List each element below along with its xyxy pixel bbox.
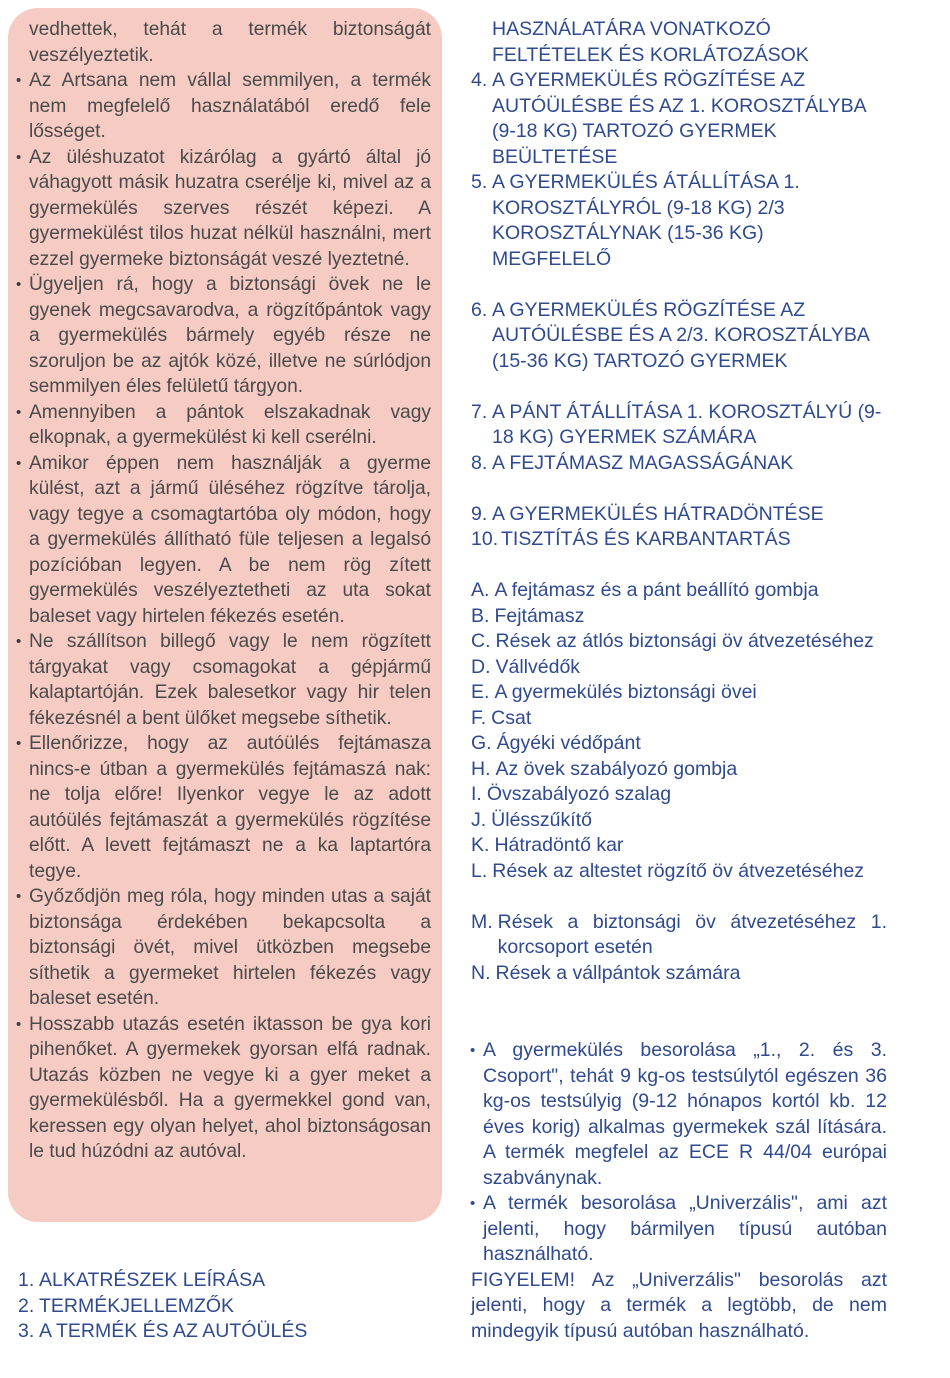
- part-label: Rések a vállpántok számára: [495, 961, 741, 984]
- safety-bullet: • Hosszabb utazás esetén iktasson be gya kori pihenőket. A gyermekek gyorsan elfá radnak. Utazás közben ne vegye ki a gyer meket a gyermekülésből. Ha a gyermekkel gond van, keressen egy olyan helyet, ahol biztonságosan le tud húzódni az autóval.: [19, 1012, 431, 1165]
- part-letter: N.: [471, 961, 491, 984]
- toc-title: ALKATRÉSZEK LEÍRÁSA: [39, 1269, 266, 1291]
- part-item: [471, 629, 887, 655]
- part-item: [471, 731, 887, 757]
- toc-item: [471, 17, 887, 68]
- note-bullet: • A termék besorolása „Univerzális", ami azt jelenti, hogy bármilyen típusú autóban használható.: [471, 1191, 887, 1268]
- safety-bullet: • Ügyeljen rá, hogy a biztonsági övek ne le gyenek megcsavarodva, a rögzítőpántok vagy a gyermekülés bármely egyéb része ne szoruljon be az ajtók közé, illetve ne súrlódjon semmilyen éles felületű tárgyon.: [19, 272, 431, 400]
- toc-item: [471, 451, 887, 477]
- toc-title: A GYERMEKÜLÉS RÖGZÍTÉSE AZ AUTÓÜLÉSBE ÉS AZ 1. KOROSZTÁLYBA (9-18 KG) TARTOZÓ GYERMEK BEÜLTETÉSE: [492, 69, 866, 168]
- part-label: A gyermekülés biztonsági övei: [494, 681, 757, 703]
- part-letter: K.: [471, 834, 490, 856]
- toc-number: 6.: [471, 298, 488, 321]
- part-label: Övszabályozó szalag: [486, 783, 672, 805]
- part-item: [471, 808, 887, 834]
- safety-bullet: • Az Artsana nem vállal semmilyen, a termék nem megfelelő használatából eredő fele lősséget.: [19, 68, 431, 145]
- part-letter: E.: [471, 681, 490, 703]
- part-letter: C.: [471, 630, 491, 652]
- safety-bullet-continuation: vedhettek, tehát a termék biztonságát veszélyeztetik.: [29, 19, 431, 66]
- toc-item: [471, 502, 887, 528]
- part-label: Ágyéki védőpánt: [496, 732, 641, 754]
- part-letter: F.: [471, 706, 487, 729]
- toc-item: [471, 170, 887, 272]
- toc-title: A GYERMEKÜLÉS RÖGZÍTÉSE AZ AUTÓÜLÉSBE ÉS A 2/3. KOROSZTÁLYBA (15-36 KG) TARTOZÓ GYERMEK: [492, 298, 869, 372]
- toc-title: A GYERMEKÜLÉS HÁTRADÖNTÉSE: [492, 502, 824, 525]
- toc-number: 9.: [471, 502, 488, 525]
- part-item: [471, 706, 887, 732]
- warning-text: FIGYELEM! Az „Univerzális" besorolás azt jelenti, hogy a termék a legtöbb, de nem mindegyik típusú autóban használható.: [471, 1268, 887, 1342]
- part-letter: J.: [471, 808, 487, 831]
- part-label: Rések az átlós biztonsági öv átvezetéséhez: [495, 630, 874, 652]
- toc-number: 4.: [471, 69, 488, 91]
- part-letter: G.: [471, 732, 492, 754]
- toc-title: A PÁNT ÁTÁLLÍTÁSA 1. KOROSZTÁLYÚ (9-18 KG) GYERMEK SZÁMÁRA: [492, 400, 882, 448]
- safety-bullet: • Amikor éppen nem használják a gyerme külést, azt a jármű üléséhez rögzítve tárolja, vagy tegye a csomagtartóba oly módon, hogy a gyermekülés állítható füle teljesen a legalsó pozícióban legyen. A be nem rög zített gyermekülés veszélyeztetheti az uta sokat baleset vagy hirtelen fékezés esetén.: [19, 451, 431, 630]
- safety-bullet: • Ellenőrizze, hogy az autóülés fejtámasza nincs-e útban a gyermekülés fejtámaszá nak: ne tolja előre! Ilyenkor vegye le az adott autóülés fejtámaszát a gyermekülés rögzítése előtt. A levett fejtámaszt ne a ka laptartóra tegye.: [19, 731, 431, 884]
- part-item: [471, 655, 887, 681]
- toc-item: [471, 68, 887, 170]
- part-letter: B.: [471, 604, 490, 627]
- toc-title: A FEJTÁMASZ MAGASSÁGÁNAK: [492, 451, 794, 474]
- table-of-contents-left: [18, 1268, 438, 1345]
- part-item: [471, 961, 887, 987]
- safety-warnings-text: [19, 17, 431, 1165]
- part-item: [471, 910, 887, 961]
- toc-title-continuation: HASZNÁLATÁRA VONATKOZÓ FELTÉTELEK ÉS KORLÁTOZÁSOK: [492, 18, 809, 66]
- part-item: [471, 680, 887, 706]
- part-letter: I.: [471, 783, 482, 805]
- part-item: [471, 757, 887, 783]
- part-letter: D.: [471, 655, 491, 678]
- part-label: Rések a biztonsági öv átvezetéséhez 1. korcsoport esetén: [497, 910, 887, 958]
- table-of-contents-right: [471, 17, 887, 553]
- part-item: [471, 782, 887, 808]
- safety-bullet: • Győződjön meg róla, hogy minden utas a saját biztonsága érdekében bekapcsolta a biztonsági övét, mivel ütközben megsebe síthetik a gyermeket hirtelen fékezés vagy baleset esetén.: [19, 884, 431, 1012]
- safety-bullet: • Ne szállítson billegő vagy le nem rögzített tárgyakat vagy csomagokat a gépjármű kalaptartóján. Ezek balesetkor vagy hir telen fékezésnél a bent ülőket megsebe síthetik.: [19, 629, 431, 731]
- part-label: Fejtámasz: [494, 604, 585, 627]
- part-label: Hátradöntő kar: [494, 834, 624, 856]
- toc-number: 7.: [471, 400, 488, 423]
- toc-item: [18, 1319, 438, 1345]
- part-label: Ülésszűkítő: [491, 808, 592, 831]
- toc-number: 8.: [471, 451, 488, 474]
- toc-title: TERMÉKJELLEMZŐK: [39, 1294, 235, 1317]
- part-letter: H.: [471, 757, 491, 780]
- toc-number: 3.: [18, 1320, 35, 1342]
- part-label: Az övek szabályozó gombja: [495, 757, 738, 780]
- toc-number: 1.: [18, 1269, 35, 1291]
- part-letter: A.: [471, 579, 490, 601]
- part-item: [471, 859, 887, 885]
- product-classification-notes: [471, 1038, 887, 1344]
- toc-item: [471, 527, 887, 553]
- toc-item: [471, 400, 887, 451]
- safety-bullet: • Az üléshuzatot kizárólag a gyártó által jó váhagyott másik huzatra cserélje ki, mivel az a gyermekülés szerves részét képezi. A gyermekülést tilos huzat nélkül használni, mert ezzel gyermeke biztonságát veszé lyeztetné.: [19, 145, 431, 273]
- toc-item: [471, 298, 887, 375]
- part-item: [471, 578, 887, 604]
- safety-bullet-list: [19, 17, 431, 1165]
- part-letter: L.: [471, 859, 488, 882]
- part-label: Vállvédők: [495, 655, 581, 678]
- toc-title: A GYERMEKÜLÉS ÁTÁLLÍTÁSA 1. KOROSZTÁLYRÓL (9-18 KG) 2/3 KOROSZTÁLYNAK (15-36 KG) MEGFELELŐ: [492, 171, 800, 270]
- part-label: Csat: [491, 706, 532, 729]
- toc-title: A TERMÉK ÉS AZ AUTÓÜLÉS: [39, 1320, 308, 1342]
- toc-item: [18, 1268, 438, 1294]
- notes-bullet-list: [471, 1038, 887, 1268]
- part-label: A fejtámasz és a pánt beállító gombja: [494, 579, 819, 601]
- part-item: [471, 833, 887, 859]
- toc-title: TISZTÍTÁS ÉS KARBANTARTÁS: [501, 528, 791, 550]
- toc-number: 5.: [471, 171, 488, 193]
- toc-item: [18, 1294, 438, 1320]
- parts-list: [471, 578, 887, 986]
- safety-bullet: • Amennyiben a pántok elszakadnak vagy elkopnak, a gyermekülést ki kell cserélni.: [19, 400, 431, 451]
- note-bullet: • A gyermekülés besorolása „1., 2. és 3. Csoport", tehát 9 kg-os testsúlytól egészen 36 kg-os testsúlyig (9-12 hónapos kortól kb. 12 éves korig) alkalmas gyermekek szál lítására. A termék megfelel az ECE R 44/04 európai szabványnak.: [471, 1038, 887, 1191]
- part-item: [471, 604, 887, 630]
- toc-number: 10.: [471, 528, 499, 550]
- toc-number: 2.: [18, 1294, 35, 1317]
- part-letter: M.: [471, 910, 493, 933]
- part-label: Rések az altestet rögzítő öv átvezetéséhez: [492, 859, 865, 882]
